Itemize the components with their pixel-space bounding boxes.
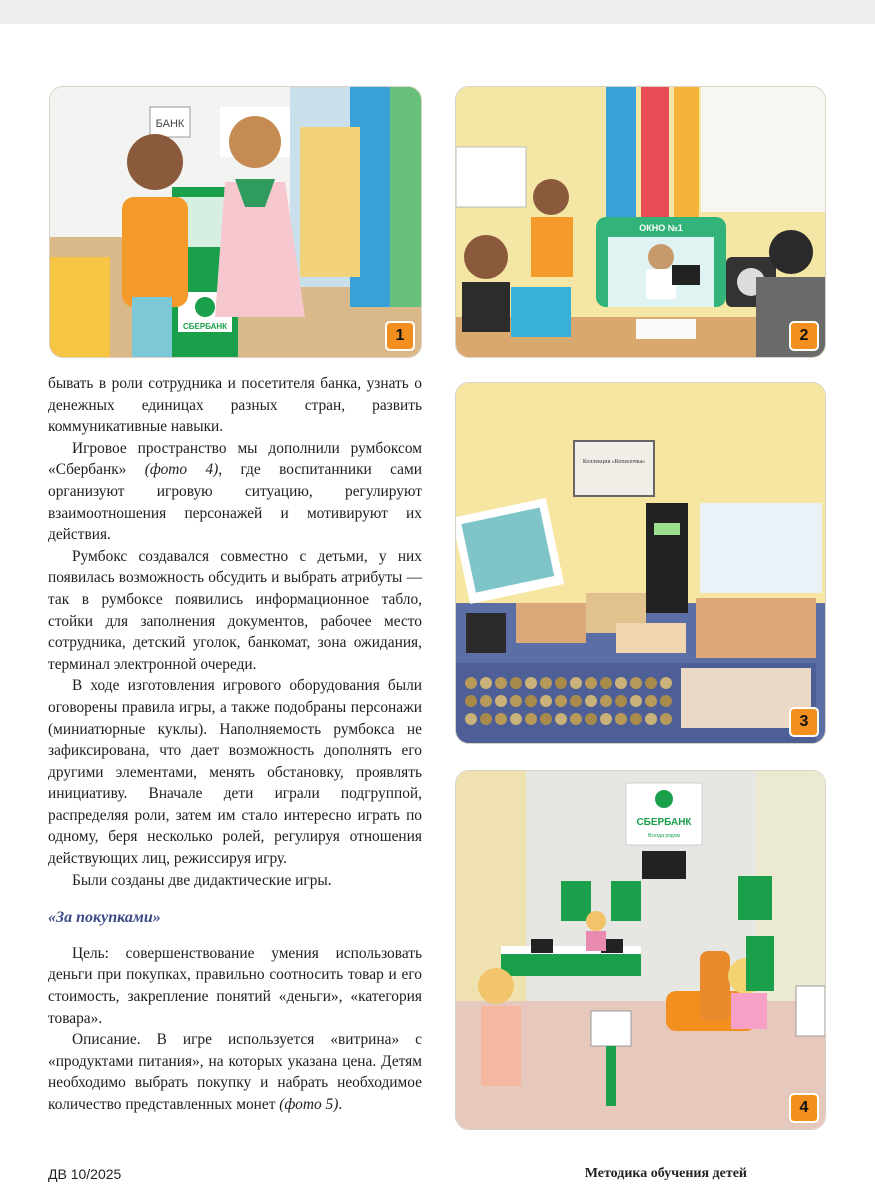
section-heading: «За покупками» xyxy=(48,909,161,927)
issue-label: ДВ 10/2025 xyxy=(48,1166,122,1182)
photo-2-image xyxy=(456,87,825,357)
photo-reference: (фото 4) xyxy=(144,461,219,479)
photo-4-image xyxy=(456,771,825,1129)
paragraph: Были созданы две дидактические игры. xyxy=(72,871,332,889)
collection-sign: Коллекция «Копилочка» xyxy=(582,459,646,465)
paragraph: бывать в роли сотрудника и посетителя банка, узнать о денежных единицах разных стран, развить коммуникативные навыки. xyxy=(48,375,422,436)
paragraph: Цель: совершенствование умения использовать деньги при покупках, правильно соотносить товар и его стоимость, закрепление понятий «деньги», «категория товара». xyxy=(48,944,422,1027)
sber-sign-text: СБЕРБАНК xyxy=(636,817,692,828)
photo-3-image xyxy=(456,383,825,743)
paragraph: Описание. В игре используется «витрина» с «продуктами питания», на которых указана цена. Детям необходимо выбрать покупку и набрать необходимое количество представленных монет (фото 5). xyxy=(48,1031,422,1113)
photo-number-badge: 1 xyxy=(385,321,415,351)
photo-1 xyxy=(49,86,422,358)
bank-sign: БАНК xyxy=(155,118,185,130)
sber-logo-text: СБЕРБАНК xyxy=(182,322,228,331)
sber-slogan: Всегда рядом xyxy=(648,833,680,839)
photo-number-badge: 2 xyxy=(789,321,819,351)
photo-number-badge: 3 xyxy=(789,707,819,737)
section-title: Методика обучения детей xyxy=(584,1166,747,1181)
photo-reference: (фото 5) xyxy=(279,1096,339,1113)
top-bar xyxy=(0,0,875,24)
paragraph: Игровое пространство мы дополнили румбоксом «Сбербанк» (фото 4), где воспитанники сами организуют игровую ситуацию, регулируют взаимоотношения персонажей и мотивируют их действия. xyxy=(48,439,422,544)
photo-number-badge: 4 xyxy=(789,1093,819,1123)
photo-3 xyxy=(455,382,826,744)
photo-1-image xyxy=(50,87,421,357)
article-text-column xyxy=(48,373,422,1116)
paragraph: В ходе изготовления игрового оборудования были оговорены правила игры, а также подобраны персонажи (миниатюрные куклы). Наполняемость румбокса не зафиксирована, что дает возможность дополнять его другими элементами, менять обстановку, проявлять инициативу. Вначале дети играли подгруппой, распределяя роли, затем им стало интересно играть по одному, беря несколько ролей, регулируя отношения действующих лиц, режиссируя игру. xyxy=(48,677,422,868)
window-sign: ОКНО №1 xyxy=(639,223,683,233)
paragraph: Румбокс создавался совместно с детьми, у них появилась возможность обсудить и выбрать атрибуты — так в румбоксе появились информационное табло, стойки для заполнения документов, рабочее место сотрудника, детский уголок, банкомат, зона ожидания, терминал электронной очереди. xyxy=(48,547,422,673)
photo-4 xyxy=(455,770,826,1130)
photo-2 xyxy=(455,86,826,358)
